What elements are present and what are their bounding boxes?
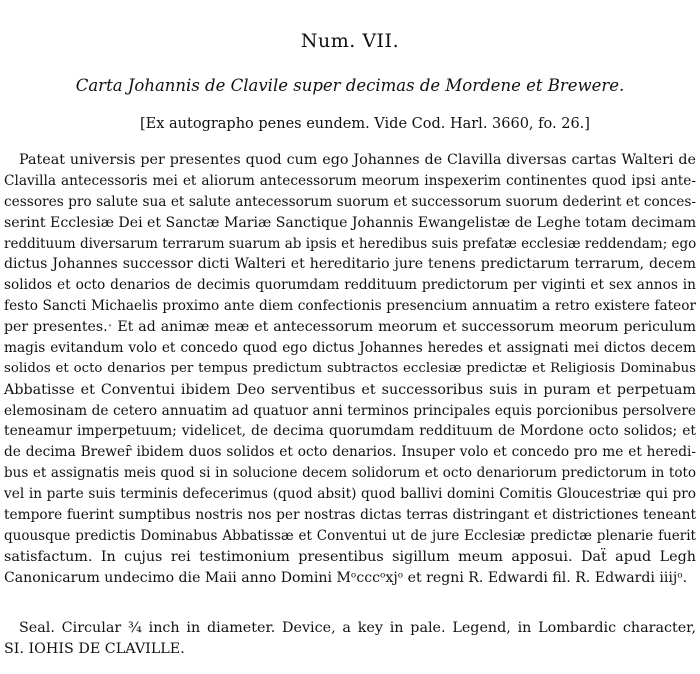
text-line: cessores pro salute sua et salute antecessorum suorum et successorum suorum dederint et conces-: [4, 193, 696, 210]
text-line: satisfactum. In cujus rei testimonium presentibus sigillum meum apposui. Daẗ apud Legh: [4, 548, 696, 565]
text-line: bus et assignatis meis quod si in solucione decem solidorum et octo denariorum predictorum in toto: [4, 465, 696, 482]
text-line: elemosinam de cetero annuatim ad quatuor anni terminos principales equis porcionibus persolvere: [4, 402, 696, 419]
text-line: solidos et octo denarios per tempus predictum subtractos ecclesiæ predictæ et Religiosis Dominabus: [4, 360, 696, 376]
text-line: tempore fuerint sumptibus nostris nos per nostras dictas terras distringant et districtiones teneant: [4, 506, 696, 523]
source-note: [Ex autographo penes eundem. Vide Cod. Harl. 3660, fo. 26.]: [140, 116, 590, 132]
text-line: quousque predictis Dominabus Abbatissæ et Conventui ut de jure Ecclesiæ predictæ plenarie fuerit: [4, 527, 696, 544]
text-line: solidos et octo denarios de decimis quorumdam reddituum predictorum per viginti et sex annos in: [4, 277, 696, 294]
text-line: Pateat universis per presentes quod cum ego Johannes de Clavilla diversas cartas Walteri de: [19, 152, 696, 168]
text-line: de decima Breweȓ ibidem duos solidos et octo denarios. Insuper volo et concedo pro me et heredi-: [4, 444, 696, 461]
text-line: festo Sancti Michaelis proximo ante diem confectionis presencium annuatim a retro existere fateor: [4, 298, 696, 315]
text-line: per presentes.ˑ Et ad animæ meæ et antecessorum meorum et successorum meorum periculum: [4, 319, 696, 335]
text-line: Seal. Circular ¾ inch in diameter. Device, a key in pale. Legend, in Lombardic character,: [19, 620, 696, 636]
text-line: Canonicarum undecimo die Maii anno Domini Mᵒcccᵒxjᵒ et regni R. Edwardi fil. R. Edwardi iiijᵒ.: [4, 569, 688, 586]
text-line: vel in parte suis terminis defecerimus (quod absit) quod ballivi domini Comitis Gloucestriæ qui pro: [4, 486, 696, 502]
seal-legend: SI. IOHIS DE CLAVILLE.: [4, 640, 185, 657]
text-line: serint Ecclesiæ Dei et Sanctæ Mariæ Sanctique Johannis Ewangelistæ de Leghe totam decimam: [4, 214, 697, 231]
text-line: Abbatisse et Conventui ibidem Deo serventibus et successoribus suis in puram et perpetuam: [4, 381, 696, 398]
text-line: magis evitandum volo et concedo quod ego dictus Johannes heredes et assignati mei dictos decem: [4, 339, 696, 356]
charter-text: [4, 150, 696, 588]
seal-description: [4, 618, 696, 660]
document-number-heading: Num. VII.: [300, 30, 400, 52]
text-line: reddituum diversarum terrarum suarum ab ipsis et heredibus suis prefatæ ecclesiæ reddendam; ego: [4, 235, 697, 252]
text-line: teneamur imperpetuum; videlicet, de decima quorumdam reddituum de Mordone octo solidos; et: [4, 423, 696, 440]
text-line: Clavilla antecessoris mei et aliorum antecessorum meorum inspexerim continentes quod ipsi ante-: [4, 172, 696, 189]
text-line: dictus Johannes successor dicti Walteri et hereditario jure tenens predictarum terrarum, decem: [4, 256, 696, 273]
charter-title: Carta Johannis de Clavile super decimas de Mordene et Brewere.: [75, 76, 625, 95]
